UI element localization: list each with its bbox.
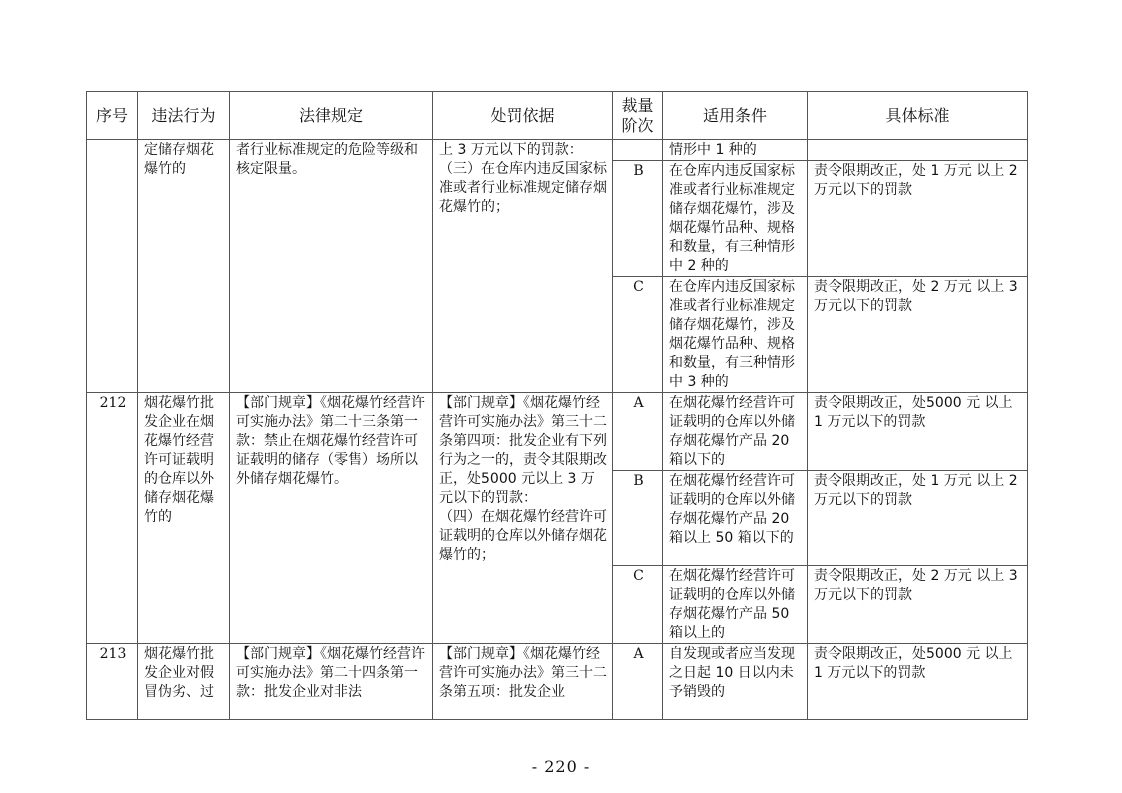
cell-serial-number: 213	[87, 644, 138, 720]
header-serial-number: 序号	[87, 92, 138, 140]
cell-penalty-basis: 【部门规章】《烟花爆竹经营许可实施办法》第三十二条第五项：批发企业	[433, 644, 613, 720]
cell-standard: 责令限期改正，处 2 万元 以上 3 万元以下的罚款	[808, 277, 1028, 393]
cell-condition: 在仓库内违反国家标准或者行业标准规定储存烟花爆竹，涉及烟花爆竹品种、规格和数量，有三种情形中 2 种的	[663, 161, 808, 277]
page-number: - 220 -	[531, 757, 591, 776]
cell-penalty-basis: 【部门规章】《烟花爆竹经营许可实施办法》第三十二条第四项：批发企业有下列行为之一的，责令其限期改正，处5000 元以上 3 万元以下的罚款： （四）在烟花爆竹经营许可证载明的仓库以外储存烟花爆竹的；	[433, 393, 613, 644]
penalty-standards-table	[86, 91, 1028, 720]
header-penalty-basis: 处罚依据	[433, 92, 613, 140]
cell-standard: 责令限期改正，处 1 万元 以上 2 万元以下的罚款	[808, 471, 1028, 566]
header-specific-standard: 具体标准	[808, 92, 1028, 140]
cell-standard: 责令限期改正，处 1 万元 以上 2 万元以下的罚款	[808, 161, 1028, 277]
cell-level: B	[613, 471, 663, 566]
table-header-row	[87, 92, 1028, 140]
cell-level: C	[613, 566, 663, 644]
table-row	[87, 140, 1028, 161]
cell-level: C	[613, 277, 663, 393]
table-row	[87, 393, 1028, 471]
cell-legal-provision: 【部门规章】《烟花爆竹经营许可实施办法》第二十三条第一款：禁止在烟花爆竹经营许可证载明的储存（零售）场所以外储存烟花爆竹。	[230, 393, 433, 644]
cell-level: A	[613, 644, 663, 720]
cell-violation: 烟花爆竹批发企业对假冒伪劣、过	[138, 644, 230, 720]
header-discretion-level: 裁量阶次	[613, 92, 663, 140]
header-violation: 违法行为	[138, 92, 230, 140]
cell-violation: 烟花爆竹批发企业在烟花爆竹经营许可证载明的仓库以外储存烟花爆竹的	[138, 393, 230, 644]
cell-condition: 自发现或者应当发现之日起 10 日以内未予销毁的	[663, 644, 808, 720]
cell-level: A	[613, 393, 663, 471]
cell-condition: 在仓库内违反国家标准或者行业标准规定储存烟花爆竹，涉及烟花爆竹品种、规格和数量，有三种情形中 3 种的	[663, 277, 808, 393]
cell-level: B	[613, 161, 663, 277]
cell-standard: 责令限期改正，处 2 万元 以上 3 万元以下的罚款	[808, 566, 1028, 644]
cell-condition: 情形中 1 种的	[663, 140, 808, 161]
cell-level	[613, 140, 663, 161]
cell-legal-provision: 【部门规章】《烟花爆竹经营许可实施办法》第二十四条第一款：批发企业对非法	[230, 644, 433, 720]
cell-standard: 责令限期改正，处5000 元 以上 1 万元以下的罚款	[808, 644, 1028, 720]
cell-standard: 责令限期改正，处5000 元 以上 1 万元以下的罚款	[808, 393, 1028, 471]
cell-penalty-basis: 上 3 万元以下的罚款： （三）在仓库内违反国家标准或者行业标准规定储存烟花爆竹的；	[433, 140, 613, 393]
table-row	[87, 644, 1028, 720]
header-legal-provision: 法律规定	[230, 92, 433, 140]
cell-violation: 定储存烟花爆竹的	[138, 140, 230, 393]
header-applicable-condition: 适用条件	[663, 92, 808, 140]
cell-serial-number: 212	[87, 393, 138, 644]
cell-condition: 在烟花爆竹经营许可证载明的仓库以外储存烟花爆竹产品 20 箱以下的	[663, 393, 808, 471]
cell-standard	[808, 140, 1028, 161]
cell-condition: 在烟花爆竹经营许可证载明的仓库以外储存烟花爆竹产品 50 箱以上的	[663, 566, 808, 644]
cell-legal-provision: 者行业标准规定的危险等级和核定限量。	[230, 140, 433, 393]
cell-serial-number	[87, 140, 138, 393]
cell-condition: 在烟花爆竹经营许可证载明的仓库以外储存烟花爆竹产品 20 箱以上 50 箱以下的	[663, 471, 808, 566]
